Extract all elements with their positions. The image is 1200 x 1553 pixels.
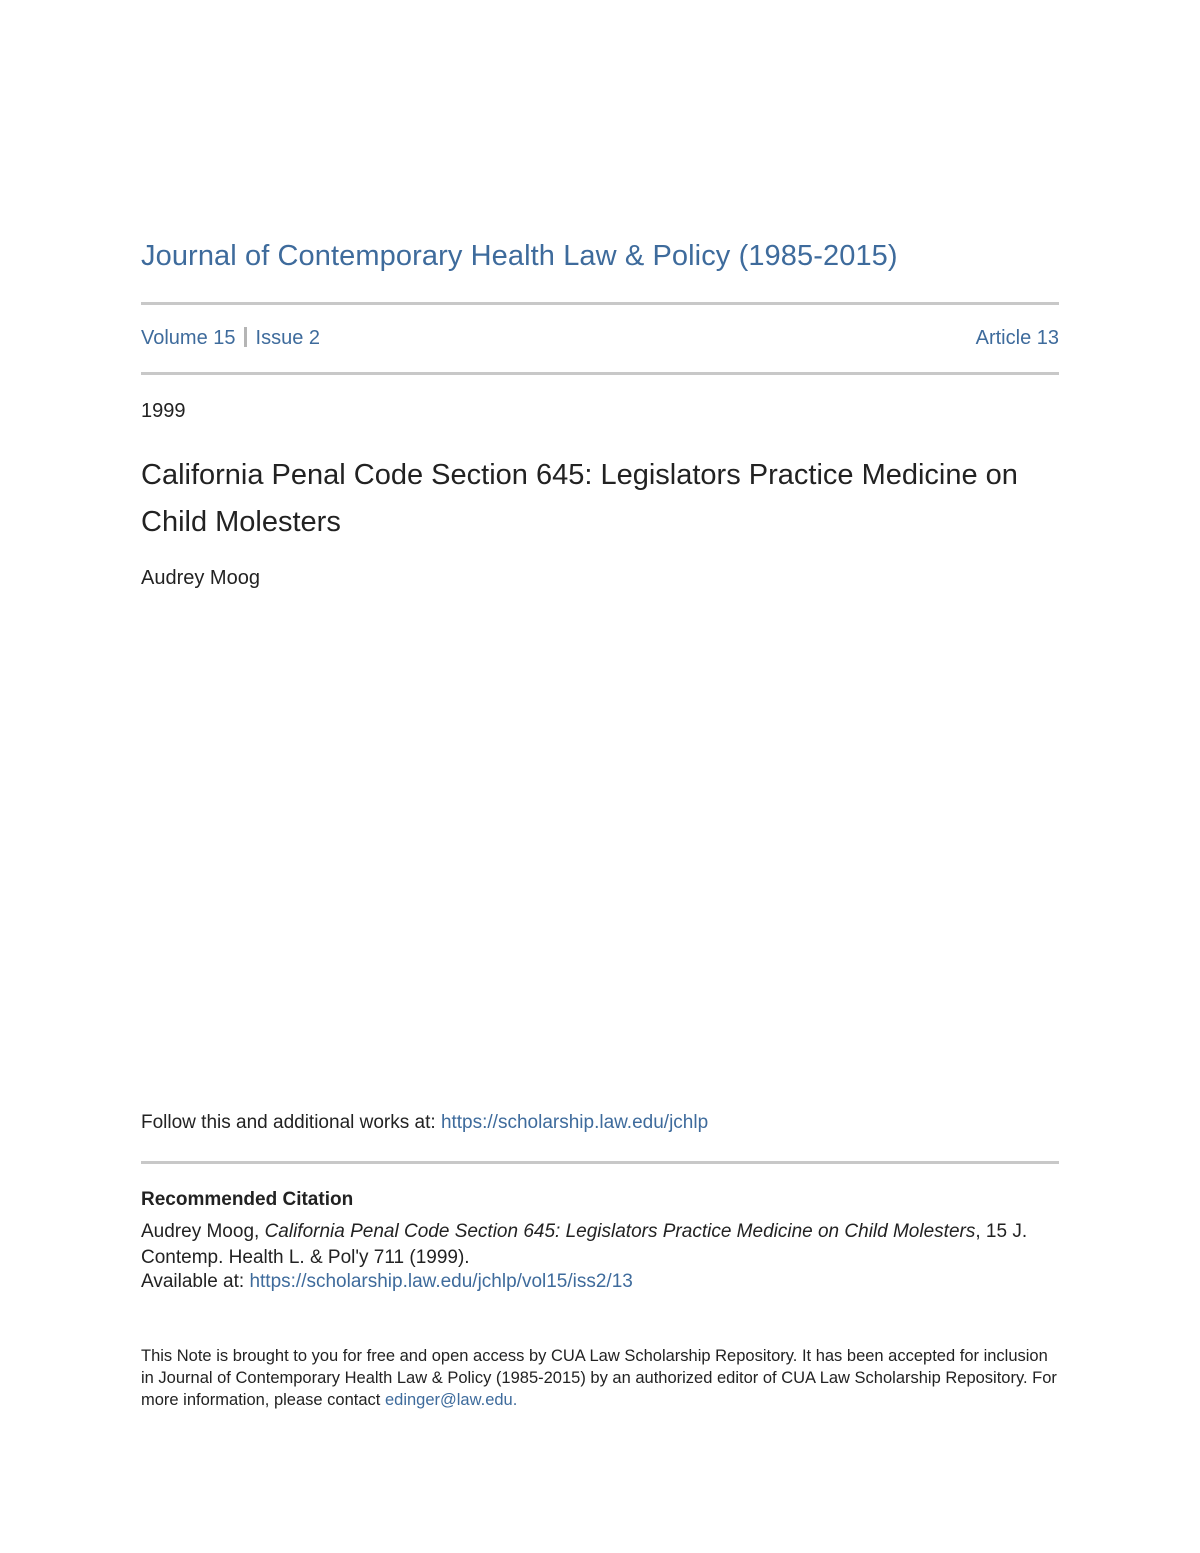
- contact-email-link[interactable]: edinger@law.edu.: [384, 1391, 518, 1409]
- recommended-citation-heading: Recommended Citation: [141, 1189, 354, 1210]
- article-number: [976, 327, 1059, 350]
- issue-link[interactable]: Issue 2: [255, 327, 320, 349]
- article-number-link[interactable]: Article 13: [975, 327, 1059, 349]
- available-label: Available at:: [141, 1271, 250, 1292]
- collection-link[interactable]: https://scholarship.law.edu/jchlp: [440, 1112, 709, 1133]
- journal-title-link[interactable]: Journal of Contemporary Health Law & Policy (1985-2015): [141, 240, 898, 272]
- article-url-link[interactable]: https://scholarship.law.edu/jchlp/vol15/iss2/13: [249, 1271, 633, 1292]
- follow-line: [141, 1112, 708, 1134]
- divider: [141, 302, 1059, 305]
- volume-link[interactable]: Volume 15: [141, 327, 236, 349]
- divider: [141, 1161, 1059, 1164]
- issue-info: [141, 327, 1059, 353]
- separator-bar: [244, 327, 247, 347]
- citation-author: Audrey Moog,: [141, 1221, 265, 1242]
- access-note: [141, 1345, 1061, 1411]
- available-at-line: [141, 1271, 633, 1293]
- citation-source: , 15 J. Contemp. Health L. & Pol'y 711 (1999).: [141, 1221, 1028, 1268]
- citation-title: California Penal Code Section 645: Legislators Practice Medicine on Child Molesters: [264, 1221, 976, 1242]
- follow-text: Follow this and additional works at:: [141, 1112, 441, 1133]
- volume-issue: [141, 327, 320, 350]
- journal-title[interactable]: [141, 240, 898, 273]
- article-title: California Penal Code Section 645: Legislators Practice Medicine on Child Molesters: [141, 459, 1018, 538]
- access-note-text: This Note is brought to you for free and open access by CUA Law Scholarship Repository. It has been accepted for inclusion in Journal of Contemporary Health Law & Policy (1985-2015) by an authorized editor of CUA Law Scholarship Repository. For more information, please contact: [141, 1347, 1057, 1409]
- author-name: Audrey Moog: [141, 567, 260, 589]
- publication-year: 1999: [141, 400, 186, 422]
- citation-text: [141, 1219, 1066, 1271]
- divider: [141, 372, 1059, 375]
